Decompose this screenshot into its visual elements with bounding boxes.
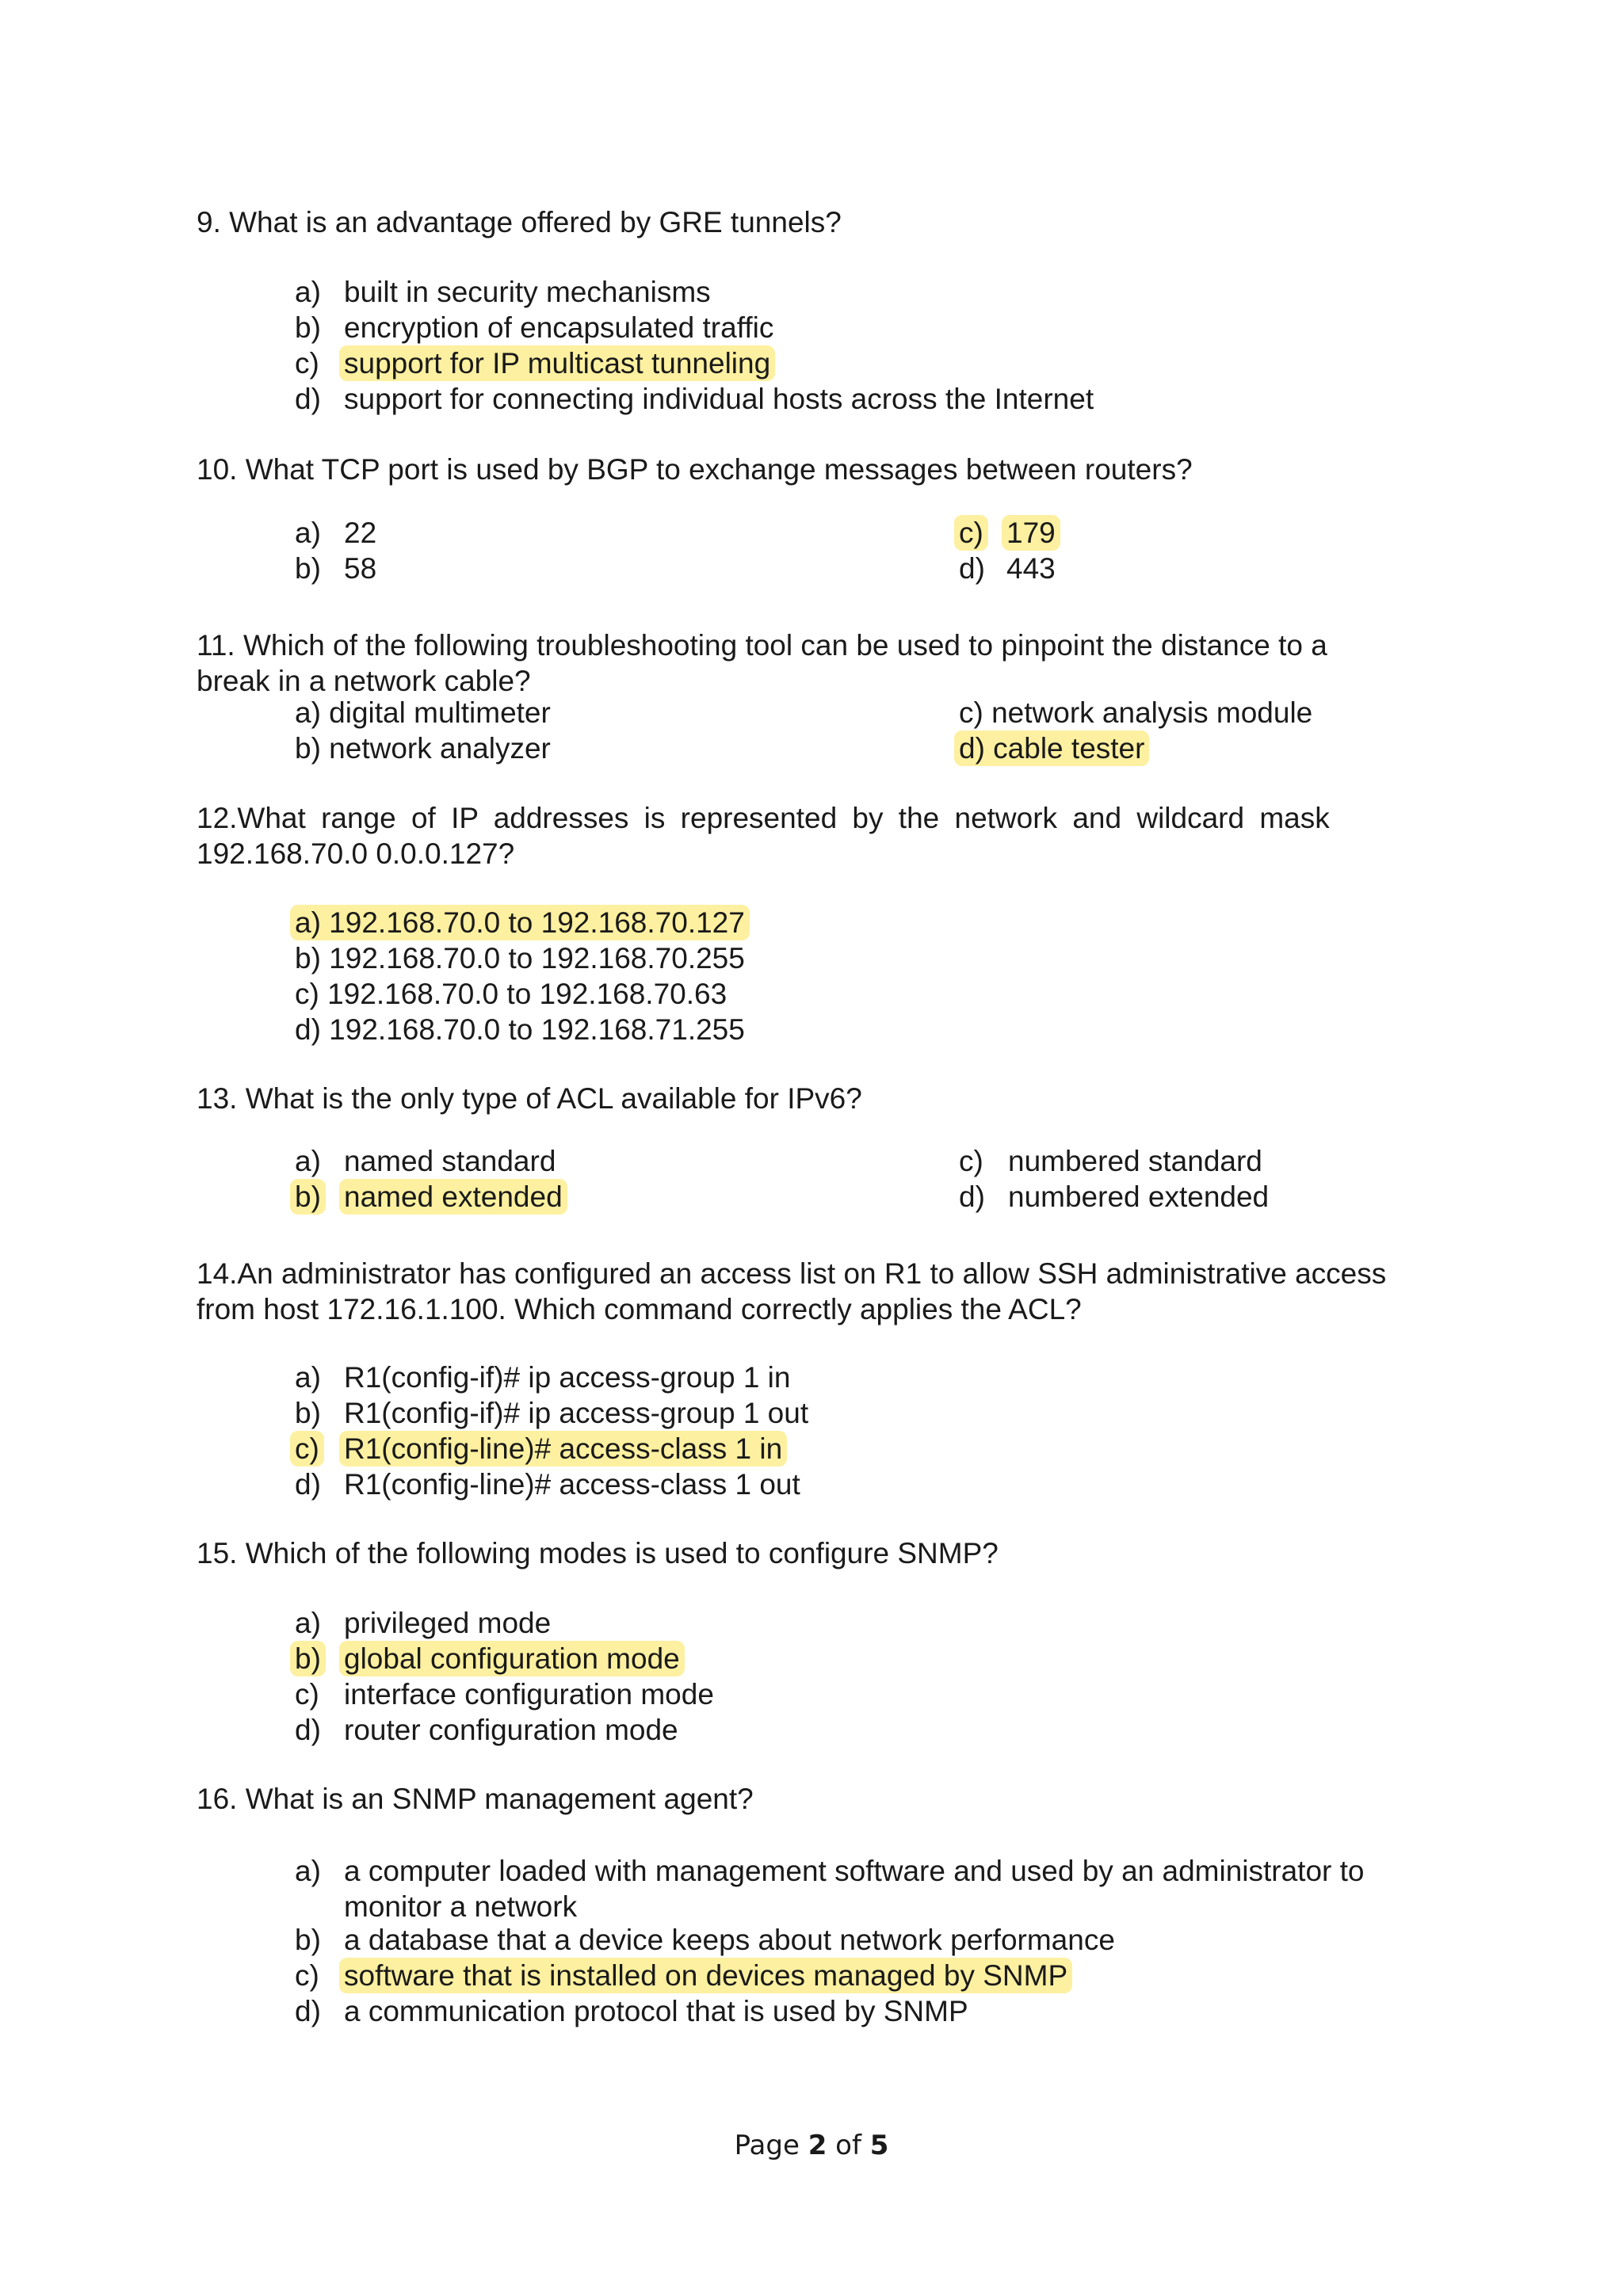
footer-current-page: 2 bbox=[808, 2130, 827, 2161]
question-15: 15. Which of the following modes is used to configure SNMP? bbox=[197, 1537, 999, 1569]
option-text-highlighted: named extended bbox=[339, 1179, 567, 1215]
option-label-highlighted: c) bbox=[290, 1431, 324, 1466]
option-text-highlighted: software that is installed on devices managed by SNMP bbox=[339, 1958, 1072, 1993]
option-text: numbered extended bbox=[1008, 1180, 1270, 1213]
option-label: b) bbox=[295, 311, 321, 344]
option-text: b) network analyzer bbox=[295, 732, 551, 765]
option-text-highlighted: 179 bbox=[1002, 515, 1060, 551]
question-12-line1: 12.What range of IP addresses is represented by the network and wildcard mask bbox=[197, 802, 1330, 834]
option-label: b) bbox=[295, 1397, 321, 1429]
question-14-line2: from host 172.16.1.100. Which command correctly applies the ACL? bbox=[197, 1293, 1082, 1325]
option-text-continued: monitor a network bbox=[344, 1890, 578, 1923]
footer-middle: of bbox=[827, 2130, 870, 2161]
option-text: R1(config-if)# ip access-group 1 out bbox=[344, 1397, 809, 1429]
question-9: 9. What is an advantage offered by GRE tunnels? bbox=[197, 206, 842, 238]
page-footer bbox=[0, 2128, 1623, 2164]
option-text: 22 bbox=[344, 517, 377, 549]
option-label: a) bbox=[295, 1145, 321, 1177]
option-text: 58 bbox=[344, 552, 377, 585]
option-label-highlighted: b) bbox=[290, 1641, 326, 1676]
option-text-highlighted: global configuration mode bbox=[339, 1641, 685, 1676]
option-text: b) 192.168.70.0 to 192.168.70.255 bbox=[295, 942, 745, 974]
option-label-highlighted: c) bbox=[954, 515, 988, 551]
option-text-highlighted: support for IP multicast tunneling bbox=[339, 345, 775, 381]
option-text: 443 bbox=[1006, 552, 1056, 585]
question-16: 16. What is an SNMP management agent? bbox=[197, 1783, 754, 1815]
option-label: c) bbox=[295, 1959, 319, 1992]
question-10: 10. What TCP port is used by BGP to exchange messages between routers? bbox=[197, 453, 1193, 486]
question-11-line1: 11. Which of the following troubleshooting tool can be used to pinpoint the distance to a bbox=[197, 629, 1327, 662]
option-label: d) bbox=[295, 1468, 321, 1501]
question-13: 13. What is the only type of ACL available for IPv6? bbox=[197, 1082, 862, 1115]
option-text: named standard bbox=[344, 1145, 556, 1177]
option-text: a) digital multimeter bbox=[295, 696, 551, 729]
option-label-highlighted: b) bbox=[290, 1179, 326, 1215]
question-12-line2: 192.168.70.0 0.0.0.127? bbox=[197, 837, 515, 870]
option-label: a) bbox=[295, 517, 321, 549]
option-text: built in security mechanisms bbox=[344, 276, 711, 308]
option-label: a) bbox=[295, 1607, 321, 1639]
option-label: a) bbox=[295, 1855, 321, 1887]
question-14-line1: 14.An administrator has configured an access list on R1 to allow SSH administrative access bbox=[197, 1257, 1387, 1290]
option-text-highlighted: d) cable tester bbox=[954, 730, 1149, 766]
option-text: c) network analysis module bbox=[959, 696, 1313, 729]
option-text: numbered standard bbox=[1008, 1145, 1262, 1177]
option-text: d) 192.168.70.0 to 192.168.71.255 bbox=[295, 1013, 745, 1046]
option-text: a communication protocol that is used by SNMP bbox=[344, 1995, 968, 2027]
option-label: d) bbox=[295, 383, 321, 415]
option-text: privileged mode bbox=[344, 1607, 552, 1639]
option-text: router configuration mode bbox=[344, 1714, 678, 1746]
option-label: d) bbox=[959, 1180, 985, 1213]
option-text: R1(config-line)# access-class 1 out bbox=[344, 1468, 800, 1501]
question-11-line2: break in a network cable? bbox=[197, 665, 531, 697]
option-text-highlighted: R1(config-line)# access-class 1 in bbox=[339, 1431, 787, 1466]
option-text: encryption of encapsulated traffic bbox=[344, 311, 774, 344]
footer-total-pages: 5 bbox=[869, 2130, 889, 2161]
option-text: a computer loaded with management software and used by an administrator to bbox=[344, 1855, 1365, 1887]
option-label: c) bbox=[295, 347, 319, 379]
option-text: a database that a device keeps about network performance bbox=[344, 1924, 1115, 1956]
option-text: support for connecting individual hosts across the Internet bbox=[344, 383, 1094, 415]
option-label: d) bbox=[295, 1714, 321, 1746]
option-text: interface configuration mode bbox=[344, 1678, 714, 1711]
option-text-highlighted: a) 192.168.70.0 to 192.168.70.127 bbox=[290, 905, 750, 940]
option-label: c) bbox=[959, 1145, 983, 1177]
option-label: a) bbox=[295, 276, 321, 308]
option-label: d) bbox=[959, 552, 985, 585]
option-label: d) bbox=[295, 1995, 321, 2027]
option-label: b) bbox=[295, 1924, 321, 1956]
option-label: c) bbox=[295, 1678, 319, 1711]
option-text: R1(config-if)# ip access-group 1 in bbox=[344, 1361, 791, 1394]
option-label: b) bbox=[295, 552, 321, 585]
option-label: a) bbox=[295, 1361, 321, 1394]
option-text: c) 192.168.70.0 to 192.168.70.63 bbox=[295, 978, 727, 1010]
footer-prefix: Page bbox=[734, 2130, 808, 2161]
